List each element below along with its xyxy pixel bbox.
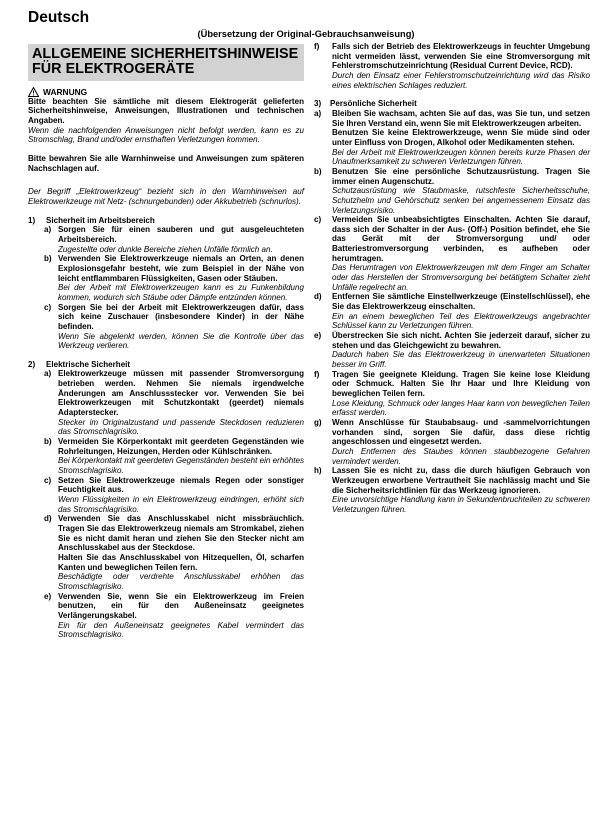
term-definition: Der Begriff „Elektrowerkzeug“ bezieht sich in den Warnhinweisen auf Elektrowerkzeuge mit Netz- (schnurgebunden) oder Akkubetrieb (schnurlos). — [28, 187, 304, 206]
warning-text: Bitte beachten Sie sämtliche mit diesem Elektrogerät gelieferten Sicherheitshinweise, Anweisungen, Illustrationen und technischen Angaben. — [28, 96, 304, 126]
list-item: g) Wenn Anschlüsse für Staubabsaug- und -sammelvorrichtungen vorhanden sind, sorgen Sie dafür, dass diese richtig angeschlossen und eingesetzt werden. Durch Entfernen des Staubes können staubbezogene Gefahren vermindert werden. — [314, 417, 590, 466]
list-item: b) Vermeiden Sie Körperkontakt mit geerdeten Gegenständen wie Rohrleitungen, Heizungen, Herden oder Kühlschränken. Bei Körperkontakt mit geerdeten Gegenständen besteht ein erhöhtes Stromschlagrisiko. — [44, 437, 304, 476]
language-heading: Deutsch — [28, 9, 90, 26]
section-banner — [28, 44, 304, 81]
list-item: c) Vermeiden Sie unbeabsichtigtes Einschalten. Achten Sie darauf, dass sich der Schalter in der Aus- (Off-) Position befindet, ehe Sie das Gerät mit der Stromversorgung und/ oder Batteriestromversorgung verbinden, es aufheben oder herumtragen. Das Herumtragen von Elektrowerkzeugen mit dem Finger am Schalter oder das Herstellen der Stromversorgung bei betätigtem Schalter zieht Unfälle regelrecht an. — [314, 215, 590, 292]
right-column — [314, 42, 590, 515]
list-item: a) Bleiben Sie wachsam, achten Sie auf das, was Sie tun, und setzen Sie Ihren Verstand ein, wenn Sie mit Elektrowerkzeugen arbeiten. Benutzen Sie keine Elektrowerkzeuge, wenn Sie müde sind oder unter Einfluss von Drogen, Alkohol oder Medikamenten stehen. Bei der Arbeit mit Elektrowerkzeugen können bereits kurze Phasen der Unaufmerksamkeit zu schweren Verletzungen führen. — [314, 108, 590, 167]
list-item: f) Tragen Sie geeignete Kleidung. Tragen Sie keine lose Kleidung oder Schmuck. Halten Sie Ihr Haar und Ihre Kleidung von beweglichen Teilen fern. Lose Kleidung, Schmuck oder langes Haar kann von beweglichen Teilen erfasst werden. — [314, 369, 590, 418]
list-item: e) Überstrecken Sie sich nicht. Achten Sie jederzeit darauf, sicher zu stehen und das Gleichgewicht zu bewahren. Dadurch haben Sie das Elektrowerkzeug in unerwarteten Situationen besser im Griff. — [314, 331, 590, 369]
banner-line-1: ALLGEMEINE SICHERHEITSHINWEISE — [32, 46, 299, 62]
banner-line-2: FÜR ELEKTROGERÄTE — [32, 60, 195, 77]
list-item: b) Verwenden Sie Elektrowerkzeuge niemals an Orten, an denen Explosionsgefahr besteht, wie zum Beispiel in der Nähe von leicht entflammbaren Flüssigkeiten, Gasen oder Stäuben. Bei der Arbeit mit Elektrowerkzeugen kann es zu Funkenbildung kommen, wodurch sich Stäube oder Dämpfe entzünden können. — [44, 254, 304, 302]
keep-instructions: Bitte bewahren Sie alle Warnhinweise und Anweisungen zum späteren Nachschlagen auf. — [28, 154, 304, 173]
list-item: h) Lassen Sie es nicht zu, dass die durch häufigen Gebrauch von Werkzeugen erworbene Vertrautheit Sie nachlässig macht und Sie die Sicherheitsrichtlinien für das Werkzeug ignorieren. Eine unvorsichtige Handlung kann in Sekundenbruchteilen zu schweren Verletzungen führen. — [314, 466, 590, 514]
list-item: c) Sorgen Sie bei der Arbeit mit Elektrowerkzeugen dafür, dass sich keine Zuschauer (insbesondere Kinder) in der Nähe befinden. Wenn Sie abgelenkt werden, können Sie die Kontrolle über das Werkzeug verlieren. — [44, 302, 304, 351]
list-item: b) Benutzen Sie eine persönliche Schutzausrüstung. Tragen Sie immer einen Augenschutz. Schutzausrüstung wie Staubmaske, rutschfeste Sicherheitsschuhe, Schutzhelm und Gehörschutz senken bei angemessenem Einsatz das Verletzungsrisiko. — [314, 166, 590, 215]
list-item: a) Elektrowerkzeuge müssen mit passender Stromversorgung betrieben werden. Nehmen Sie niemals irgendwelche Änderungen am Anschlussstecker vor. Verwenden Sie bei Elektrowerkzeugen mit Schutzkontakt (geerdet) niemals Adapterstecker. Stecker im Originalzustand und passende Steckdosen reduzieren das Stromschlagrisiko. — [44, 369, 304, 437]
list-item: c) Setzen Sie Elektrowerkzeuge niemals Regen oder sonstiger Feuchtigkeit aus. Wenn Flüssigkeiten in ein Elektrowerkzeug eindringen, erhöht sich das Stromschlagrisiko. — [44, 475, 304, 514]
section-heading: 3) Persönliche Sicherheit — [314, 99, 417, 109]
list-item: d) Entfernen Sie sämtliche Einstellwerkzeuge (Einstellschlüssel), ehe Sie das Elektrowerkzeug einschalten. Ein an einem beweglichen Teil des Elektrowerkzeugs angebrachter Schlüssel kann zu Verletzungen führen. — [314, 292, 590, 331]
list-item: e) Verwenden Sie, wenn Sie ein Elektrowerkzeug im Freien benutzen, ein für den Außeneinsatz geeignetes Verlängerungskabel. Ein für den Außeneinsatz geeignetes Kabel vermindert das Stromschlagrisiko. — [44, 591, 304, 640]
left-column — [28, 44, 304, 640]
section-heading: 1) Sicherheit im Arbeitsbereich — [28, 215, 155, 225]
subtitle: (Übersetzung der Original-Gebrauchsanweisung) — [197, 29, 415, 39]
warning-heading — [28, 87, 304, 97]
warning-label: WARNUNG — [43, 86, 88, 97]
warning-triangle-icon — [28, 87, 39, 97]
list-item: a) Sorgen Sie für einen sauberen und gut ausgeleuchteten Arbeitsbereich. Zugestellte oder dunkle Bereiche ziehen Unfälle förmlich an. — [44, 225, 304, 254]
list-item: d) Verwenden Sie das Anschlusskabel nicht missbräuchlich. Tragen Sie das Elektrowerkzeug niemals am Stromkabel, ziehen Sie es nicht damit heran und ziehen Sie den Stecker nicht am Anschlusskabel aus der Steckdose. Halten Sie das Anschlusskabel von Hitzequellen, Öl, scharfen Kanten und beweglichen Teilen fern. Beschädigte oder verdrehte Anschlusskabel erhöhen das Stromschlagrisiko. — [44, 514, 304, 591]
list-item: f) Falls sich der Betrieb des Elektrowerkzeugs in feuchter Umgebung nicht vermeiden lässt, verwenden Sie eine Stromversorgung mit Fehlerstromschutzeinrichtung (Residual Current Device, RCD). Durch den Einsatz einer Fehlerstromschutzeinrichtung wird das Risiko eines elektrischen Schlages reduziert. — [314, 42, 590, 90]
section-heading: 2) Elektrische Sicherheit — [28, 359, 131, 369]
warning-consequence: Wenn die nachfolgenden Anweisungen nicht befolgt werden, kann es zu Stromschlag, Brand und/oder ernsthaften Verletzungen kommen. — [28, 125, 304, 145]
